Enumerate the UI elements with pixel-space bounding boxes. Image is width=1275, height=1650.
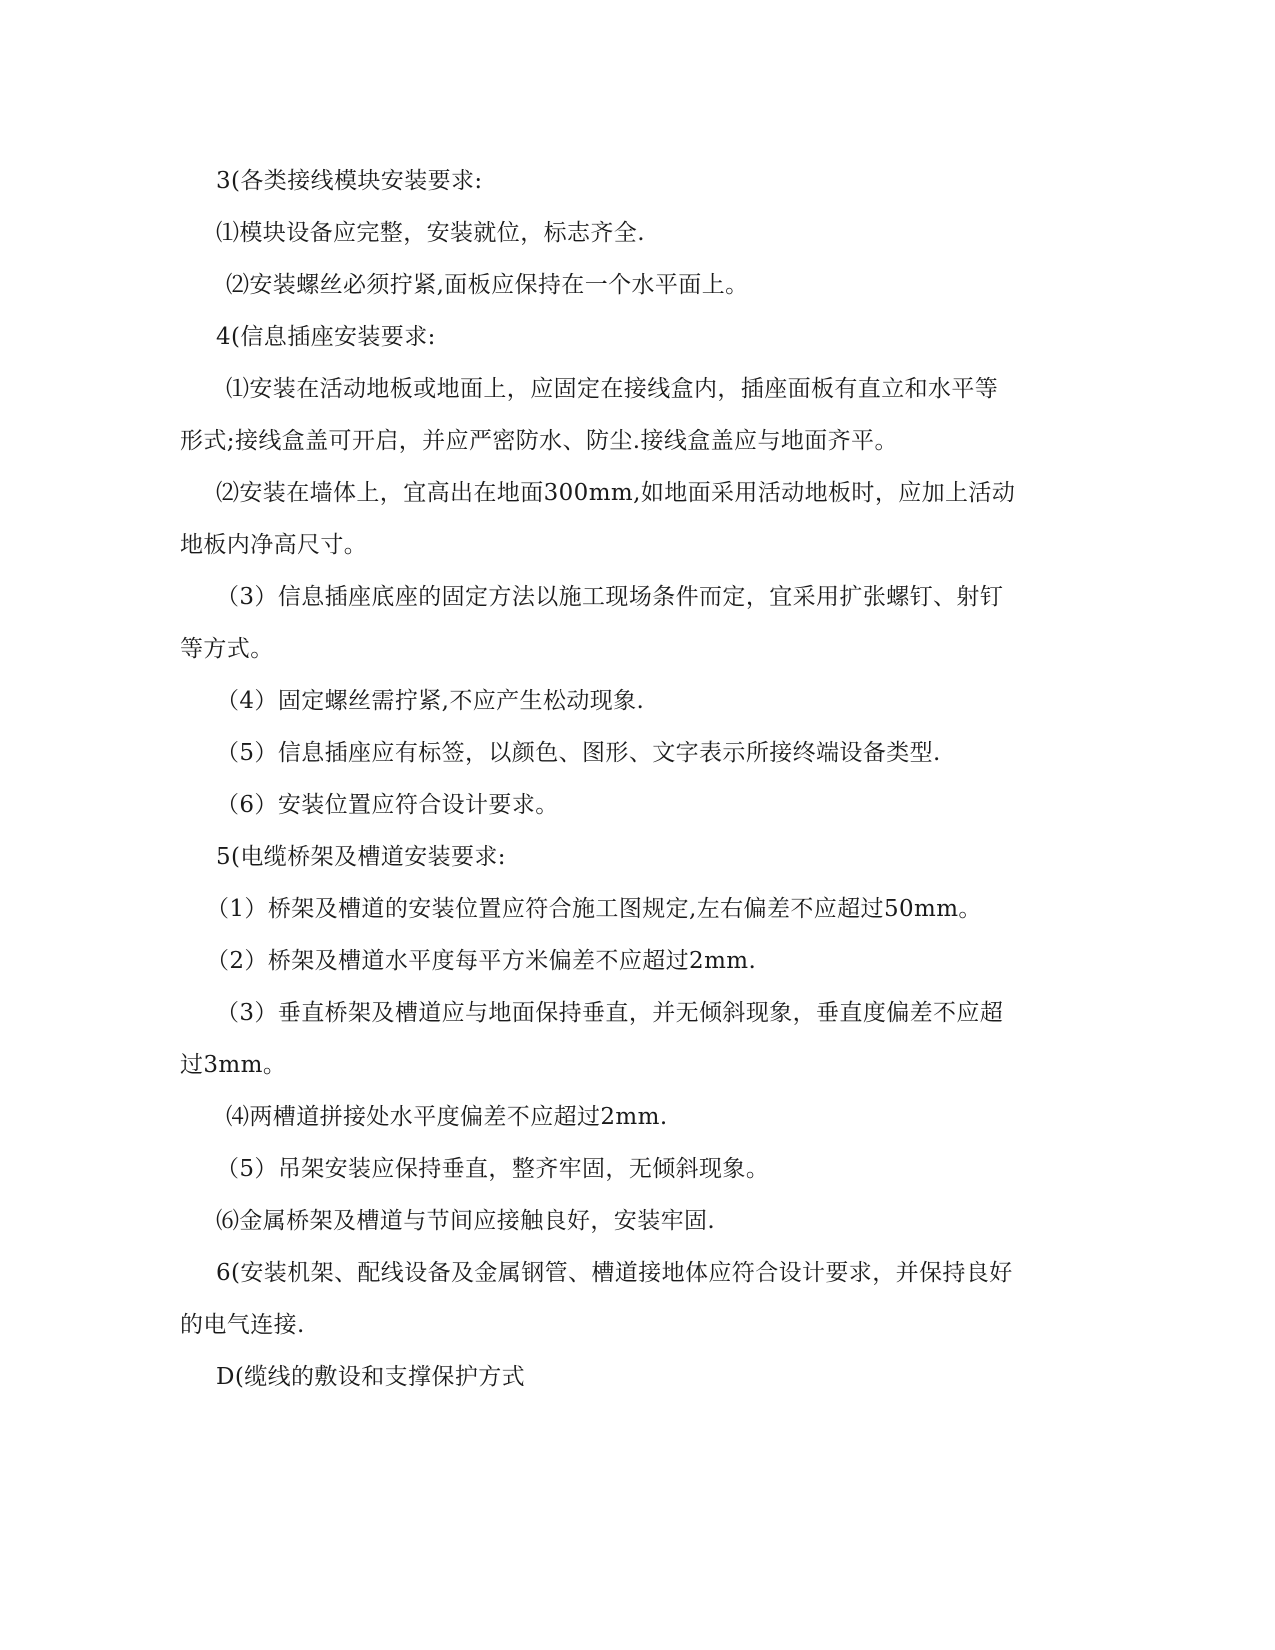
paragraph-4-1-line-1: ⑴安装在活动地板或地面上，应固定在接线盒内，插座面板有直立和水平等 xyxy=(226,376,999,402)
section-heading-d: D(缆线的敷设和支撑保护方式 xyxy=(216,1364,526,1390)
section-heading-5: 5(电缆桥架及槽道安装要求: xyxy=(216,844,506,870)
paragraph-3-2: ⑵安装螺丝必须拧紧,面板应保持在一个水平面上。 xyxy=(226,272,749,298)
paragraph-4-2-line-1: ⑵安装在墙体上，宜高出在地面300mm,如地面采用活动地板时，应加上活动 xyxy=(216,480,1016,506)
section-heading-6-line-1: 6(安装机架、配线设备及金属钢管、槽道接地体应符合设计要求，并保持良好 xyxy=(216,1260,1013,1286)
paragraph-4-3-line-2: 等方式。 xyxy=(180,636,274,662)
paragraph-3-1: ⑴模块设备应完整，安装就位，标志齐全. xyxy=(216,220,645,246)
paragraph-4-6: （6）安装位置应符合设计要求。 xyxy=(216,792,559,818)
paragraph-4-4: （4）固定螺丝需拧紧,不应产生松动现象. xyxy=(216,688,645,714)
paragraph-5-4: ⑷两槽道拼接处水平度偏差不应超过2mm. xyxy=(226,1104,668,1130)
paragraph-5-2: （2）桥架及槽道水平度每平方米偏差不应超过2mm. xyxy=(206,948,757,974)
section-heading-3: 3(各类接线模块安装要求: xyxy=(216,168,483,194)
paragraph-4-3-line-1: （3）信息插座底座的固定方法以施工现场条件而定，宜采用扩张螺钉、射钉 xyxy=(216,584,1004,610)
paragraph-4-1-line-2: 形式;接线盒盖可开启，并应严密防水、防尘.接线盒盖应与地面齐平。 xyxy=(180,428,898,454)
paragraph-5-6: ⑹金属桥架及槽道与节间应接触良好，安装牢固. xyxy=(216,1208,716,1234)
section-heading-6-line-2: 的电气连接. xyxy=(180,1312,305,1338)
paragraph-4-2-line-2: 地板内净高尺寸。 xyxy=(180,532,368,558)
section-heading-4: 4(信息插座安装要求: xyxy=(216,324,436,350)
paragraph-5-3-line-1: （3）垂直桥架及槽道应与地面保持垂直，并无倾斜现象，垂直度偏差不应超 xyxy=(216,1000,1004,1026)
paragraph-5-5: （5）吊架安装应保持垂直，整齐牢固，无倾斜现象。 xyxy=(216,1156,770,1182)
paragraph-5-3-line-2: 过3mm。 xyxy=(180,1052,287,1078)
paragraph-4-5: （5）信息插座应有标签，以颜色、图形、文字表示所接终端设备类型. xyxy=(216,740,941,766)
paragraph-5-1: （1）桥架及槽道的安装位置应符合施工图规定,左右偏差不应超过50mm。 xyxy=(206,896,982,922)
